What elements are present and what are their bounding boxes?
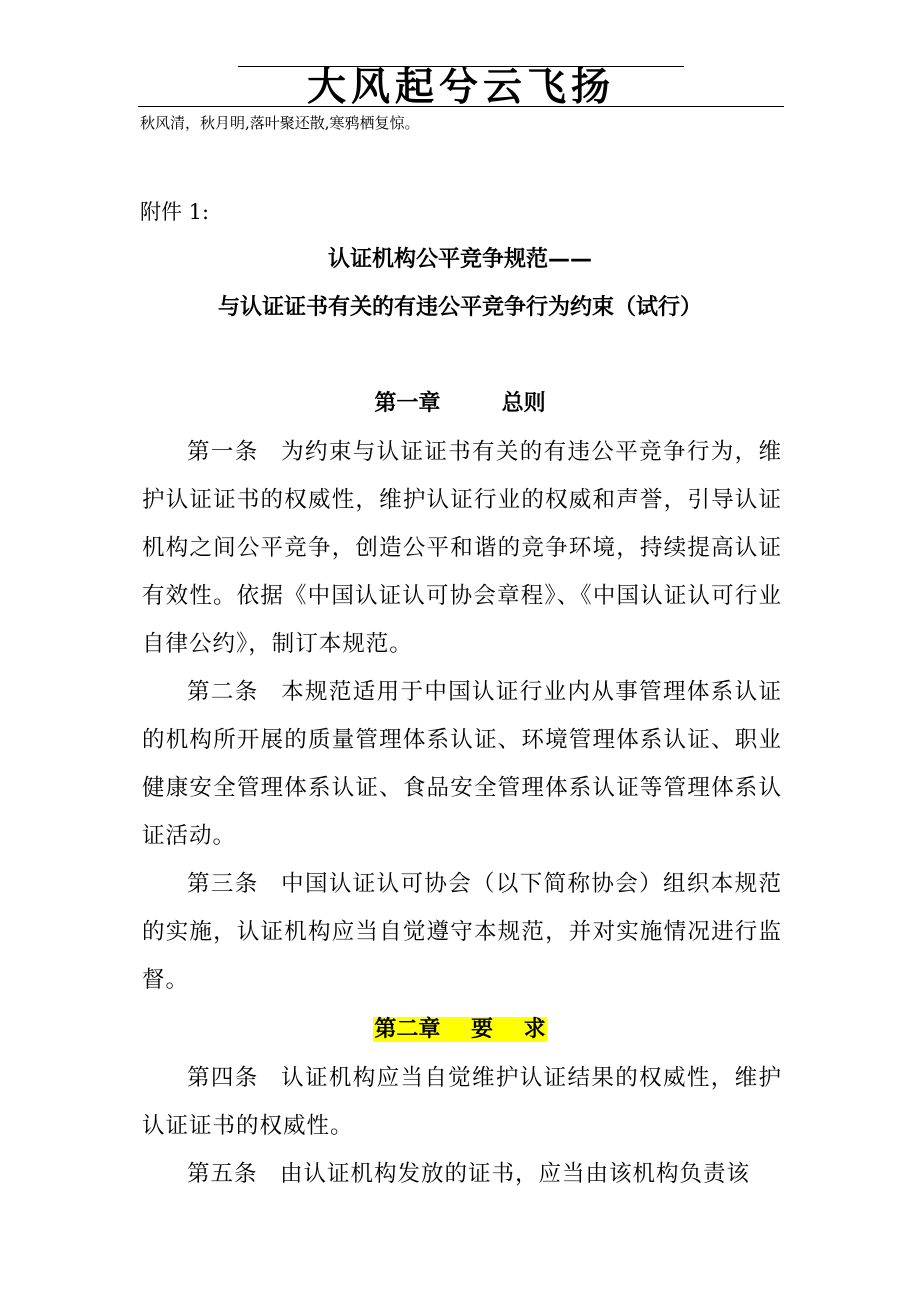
article-1 bbox=[142, 428, 782, 668]
article-3-number: 第三条 bbox=[187, 871, 259, 897]
document-title-line-1: 认证机构公平竞争规范—— bbox=[327, 247, 592, 272]
article-4-text: 认证机构应当自觉维护认证结果的权威性，维护认证证书的权威性。 bbox=[142, 1065, 782, 1139]
header-title: 大风起兮云飞扬 bbox=[306, 64, 615, 110]
chapter-2-heading-highlight: 第二章 要 求 bbox=[374, 1017, 546, 1042]
chapter-1-heading: 第一章 总则 bbox=[374, 391, 546, 416]
annex-label: 附件 1: bbox=[140, 200, 210, 224]
article-1-text: 为约束与认证证书有关的有违公平竞争行为，维护认证证书的权威性，维护认证行业的权威和声誉，引导认证机构之间公平竞争，创造公平和谐的竞争环境，持续提高认证有效性。依据《中国认证认可协会章程》、《中国认证认可行业自律公约》，制订本规范。 bbox=[142, 439, 782, 657]
header-bottom-rule bbox=[138, 106, 784, 107]
article-5 bbox=[142, 1150, 782, 1198]
article-4-number: 第四条 bbox=[187, 1065, 259, 1091]
article-1-number: 第一条 bbox=[187, 439, 259, 465]
article-3-text: 中国认证认可协会（以下简称协会）组织本规范的实施，认证机构应当自觉遵守本规范，并对实施情况进行监督。 bbox=[142, 871, 782, 993]
article-4 bbox=[142, 1054, 782, 1150]
article-2-text: 本规范适用于中国认证行业内从事管理体系认证的机构所开展的质量管理体系认证、环境管理体系认证、职业健康安全管理体系认证、食品安全管理体系认证等管理体系认证活动。 bbox=[142, 679, 782, 849]
document-title-line-2: 与认证证书有关的有违公平竞争行为约束（试行） bbox=[217, 295, 702, 320]
chapter-2-heading bbox=[140, 1014, 780, 1046]
article-5-number: 第五条 bbox=[187, 1161, 258, 1187]
header-motto: 秋风清，秋月明,落叶聚还散,寒鸦栖复惊。 bbox=[140, 114, 420, 132]
article-2 bbox=[142, 668, 782, 860]
article-2-number: 第二条 bbox=[187, 679, 259, 705]
article-3 bbox=[142, 860, 782, 1004]
article-5-text: 由认证机构发放的证书，应当由该机构负责该 bbox=[280, 1161, 751, 1187]
